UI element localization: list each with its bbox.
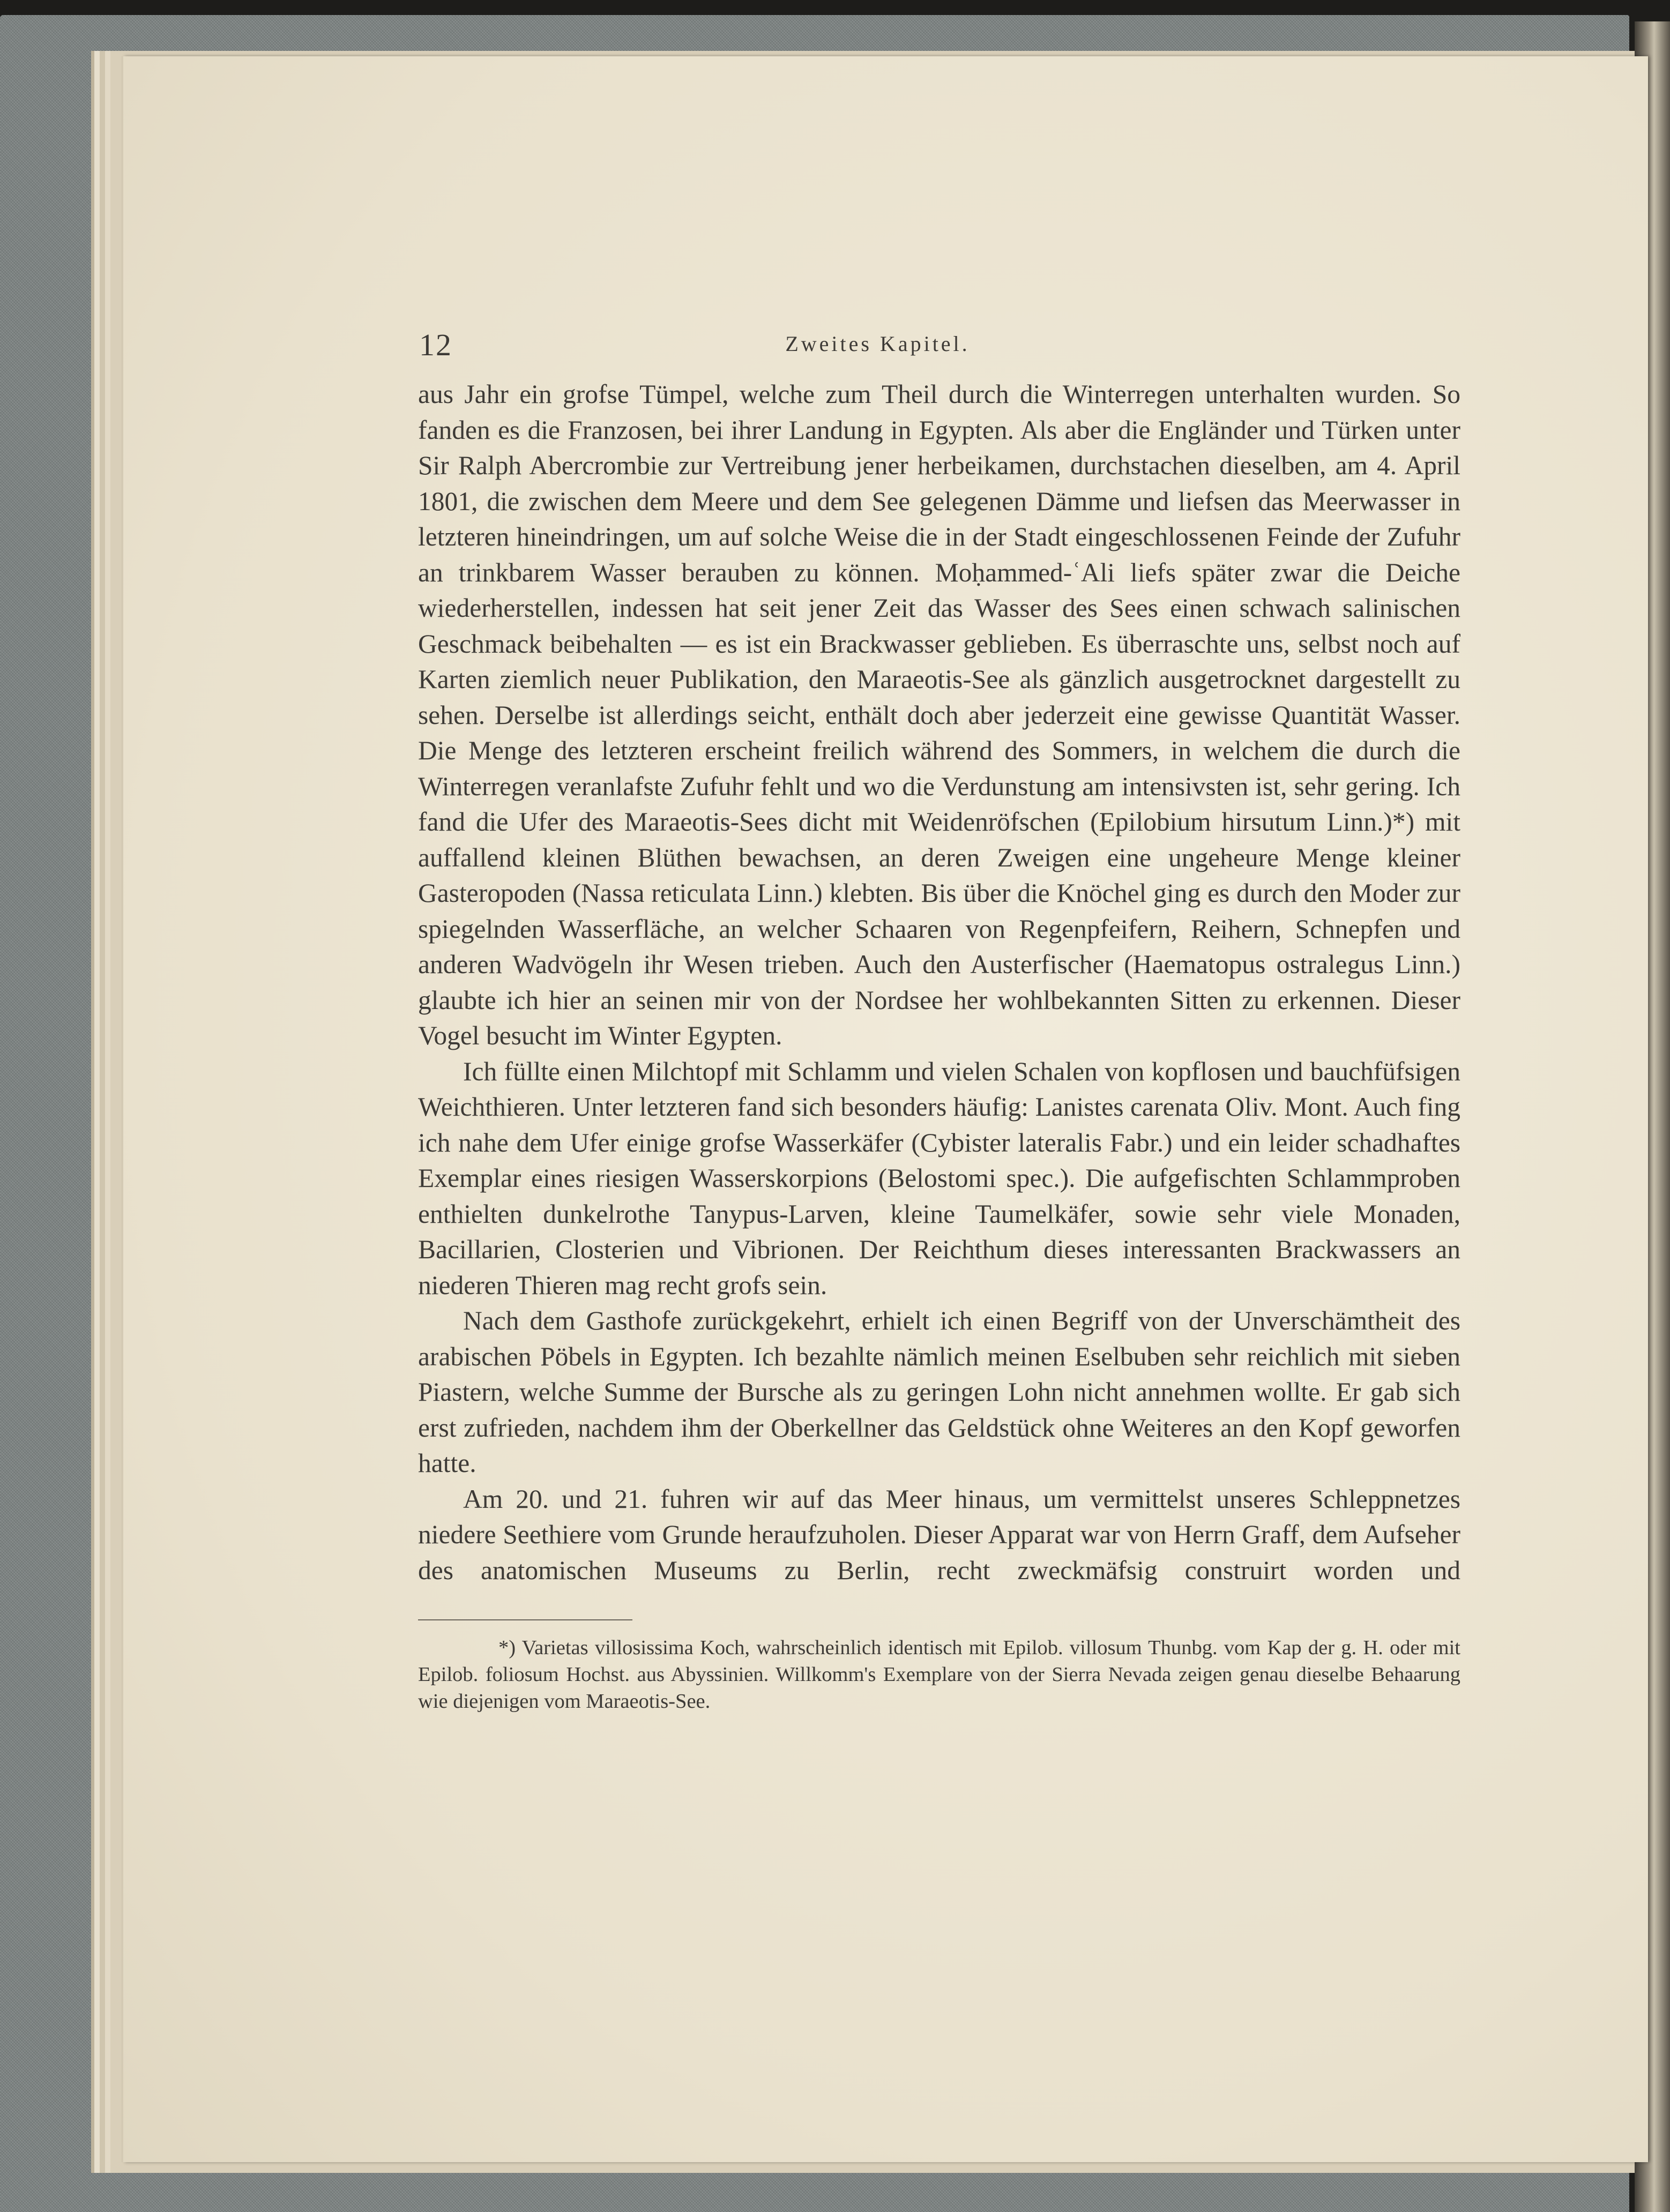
paragraph: Nach dem Gasthofe zurückgekehrt, erhielt ich einen Begriff von der Unverschämtheit des arabischen Pöbels in Egypten. Ich bezahlte nämlich meinen Eselbuben sehr reichlich mit sieben Piastern, welche Summe der Bursche als zu geringen Lohn nicht annehmen wollte. Er gab sich erst zufrieden, nachdem ihm der Oberkellner das Geldstück ohne Weiteres an den Kopf geworfen hatte. [418,1306,1460,1478]
body-text [418,377,1460,1588]
page-content [295,327,1460,1713]
page-header [295,327,1460,375]
paragraph: aus Jahr ein grofse Tümpel, welche zum Theil durch die Winterregen unterhalten wurden. So fanden es die Franzosen, bei ihrer Landung in Egypten. Als aber die Engländer und Türken unter Sir Ralph Abercrombie zur Vertreibung jener herbeikamen, durchstachen dieselben, am 4. April 1801, die zwischen dem Meere und dem See gelegenen Dämme und liefsen das Meerwasser in letzteren hineindringen, um auf solche Weise die in der Stadt eingeschlossenen Feinde der Zufuhr an trinkbarem Wasser berauben zu können. Moḥammed-ʿAli liefs später zwar die Deiche wiederherstellen, indessen hat seit jener Zeit das Wasser des Sees einen schwach salinischen Geschmack beibehalten — es ist ein Brackwasser geblieben. Es überraschte uns, selbst noch auf Karten ziemlich neuer Publikation, den Maraeotis-See als gänzlich ausgetrocknet dargestellt zu sehen. Derselbe ist allerdings seicht, enthält doch aber jederzeit eine gewisse Quantität Wasser. Die Menge des letzteren erscheint freilich während des Sommers, in welchem die durch die Winterregen veranlafste Zufuhr fehlt und wo die Verdunstung am intensivsten ist, sehr gering. Ich fand die Ufer des Maraeotis-Sees dicht mit Weidenröfschen (Epilobium hirsutum Linn.)*) mit auffallend kleinen Blüthen bewachsen, an deren Zweigen eine ungeheure Menge kleiner Gasteropoden (Nassa reticulata Linn.) klebten. Bis über die Knöchel ging es durch den Moder zur spiegelnden Wasserfläche, an welcher Schaaren von Regenpfeifern, Reihern, Schnepfen und anderen Wadvögeln ihr Wesen trieben. Auch den Austerfischer (Haematopus ostralegus Linn.) glaubte ich hier an seinen mir von der Nordsee her wohlbekannten Sitten zu erkennen. Dieser Vogel besucht im Winter Egypten. [418,379,1460,1050]
paragraph: Am 20. und 21. fuhren wir auf das Meer hinaus, um vermittelst unseres Schleppnetzes niedere Seethiere vom Grunde heraufzuholen. Dieser Apparat war von Herrn Graff, dem Aufseher des anatomischen Museums zu Berlin, recht zweckmäfsig construirt worden und [418,1484,1460,1585]
running-title: Zweites Kapitel. [785,332,970,356]
footnote-divider [418,1619,632,1620]
paragraph: Ich füllte einen Milchtopf mit Schlamm und vielen Schalen von kopflosen und bauchfüfsigen Weichthieren. Unter letzteren fand sich besonders häufig: Lanistes carenata Oliv. Mont. Auch fing ich nahe dem Ufer einige grofse Wasserkäfer (Cybister lateralis Fabr.) und ein leider schadhaftes Exemplar eines riesigen Wasserskorpions (Belostomi spec.). Die aufgefischten Schlammproben enthielten dunkelrothe Tanypus-Larven, kleine Taumelkäfer, sowie sehr viele Monaden, Bacillarien, Closterien und Vibrionen. Der Reichthum dieses interessanten Brackwassers an niederen Thieren mag recht grofs sein. [418,1056,1460,1300]
page-number: 12 [419,327,452,362]
footnote-text: *) Varietas villosissima Koch, wahrscheinlich identisch mit Epilob. villosum Thunbg. vom Kap der g. H. oder mit Epilob. foliosum Hochst. aus Abyssinien. Willkomm's Exemplare von der Sierra Nevada zeigen genau dieselbe Behaarung wie diejenigen vom Maraeotis-See. [418,1636,1460,1713]
footnote [418,1634,1460,1715]
